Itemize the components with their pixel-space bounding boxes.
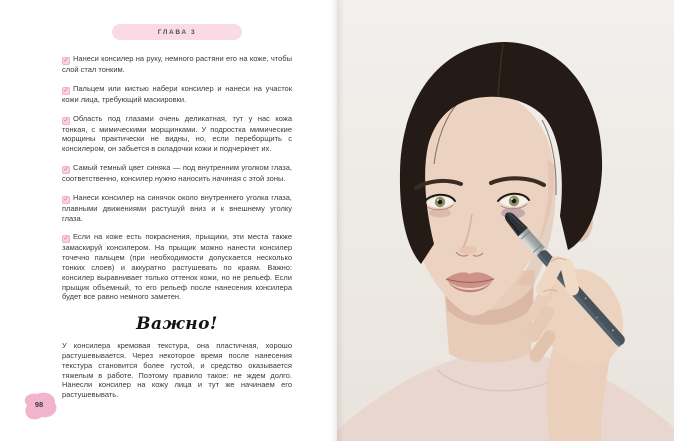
text-column [62,24,292,400]
checklist-item-text: Область под глазами очень деликатная, тут у нас кожа тонкая, с мимическими морщинками. У подростка мимические морщины практически не видны, но, если переборщить с консилером, он забьется в складочки кожи и подчеркнет их. [62,113,292,154]
checklist-item [62,163,292,184]
checkbox-check-icon: ✓ [63,236,69,243]
checklist-item-text: Если на коже есть покраснения, прыщики, эти места также замаскируй консилером. На прыщик можно нанести консилер точечно пальцем (при необходимости допускается несколько тонких слоев) и аккуратно растушевать по краям. Важно: консилер выравнивает только оттенок кожи, но не рельеф. Если прыщик объемный, то его рельеф после нанесения консилера будет все равно немного заметен. [62,232,292,302]
checklist-item [62,232,292,302]
checkbox-check-icon: ✓ [63,87,69,94]
checkbox-check-icon: ✓ [63,58,69,64]
chapter-badge: ГЛАВА 3 [112,24,242,40]
page-number-blob [18,390,60,426]
right-page [337,0,674,441]
checklist-item [62,54,292,75]
checklist-item-text: Нанеси консилер на руку, немного растяни его на коже, чтобы слой стал тонким. [62,54,292,74]
page-number: 98 [34,400,44,409]
checklist-item-text: Пальцем или кистью набери консилер и нанеси на участок кожи лица, требующий маскировки. [62,83,292,104]
checkbox-check-icon: ✓ [63,166,69,173]
checklist-item [62,84,292,105]
checkbox-check-icon: ✓ [63,196,69,203]
checklist-item [62,193,292,224]
checkbox-check-icon: ✓ [63,117,69,124]
checklist-item-text: Самый темный цвет синяка — под внутренним уголком глаза, соответственно, консилер нужно наносить начиная с этой зоны. [62,162,292,183]
checklist-item [62,114,292,154]
important-text: У консилера кремовая текстура, она пластичная, хорошо растушевывается. Через некоторое время после нанесения текстура становится более густой, и средство оказывается тяжелым в работе. Поэтому правило такое: не ждем долго. Нанесли консилер на кожу лица и тут же начинаем его растушевывать. [62,341,292,400]
important-heading: Важно! [136,314,218,335]
concealer-application-photo [337,0,674,441]
checklist-item-text: Нанеси консилер на синячок около внутреннего уголка глаза, плавными движениями растушуй вниз и к внешнему уголку глаза. [62,192,292,223]
